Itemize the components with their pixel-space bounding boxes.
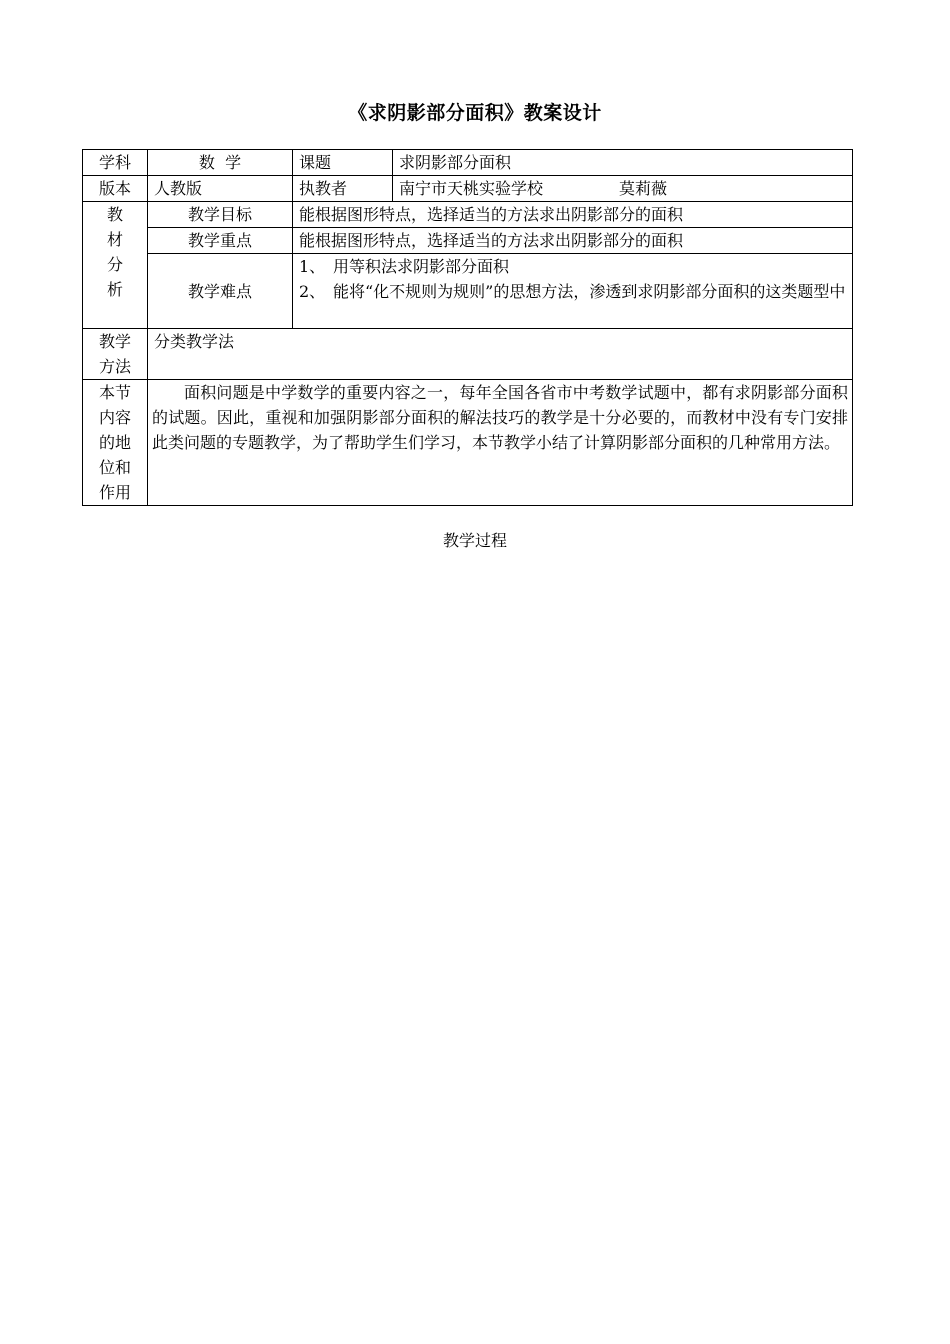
teacher-value (393, 176, 853, 202)
table-row-difficulty (83, 254, 853, 329)
table-row-role (83, 380, 853, 506)
difficulty-label: 教学难点 (148, 254, 293, 329)
topic-label: 课题 (293, 150, 393, 176)
role-value: 面积问题是中学数学的重要内容之一，每年全国各省市中考数学试题中，都有求阴影部分面积的试题。因此，重视和加强阴影部分面积的解法技巧的教学是十分必要的，而教材中没有专门安排此类问题的专题教学，为了帮助学生们学习，本节教学小结了计算阴影部分面积的几种常用方法。 (148, 380, 853, 506)
teacher-name: 莫莉薇 (619, 179, 668, 198)
table-row-edition (83, 176, 853, 202)
table-row-method (83, 329, 853, 380)
teacher-label: 执教者 (293, 176, 393, 202)
goal-value: 能根据图形特点，选择适当的方法求出阴影部分的面积 (293, 202, 853, 228)
focus-value: 能根据图形特点，选择适当的方法求出阴影部分的面积 (293, 228, 853, 254)
lesson-plan-table (82, 149, 853, 506)
school-name: 南宁市天桃实验学校 (399, 179, 544, 198)
focus-label: 教学重点 (148, 228, 293, 254)
difficulty-value (293, 254, 853, 329)
document-title: 《求阴影部分面积》教案设计 (348, 102, 602, 124)
method-label: 教学 方法 (83, 329, 148, 380)
edition-label: 版本 (83, 176, 148, 202)
table-row-focus (83, 228, 853, 254)
section-title-process: 教学过程 (442, 531, 507, 550)
subject-value: 数 学 (148, 150, 293, 176)
list-item: 1、 用等积法求阴影部分面积 (299, 257, 510, 276)
edition-value: 人教版 (148, 176, 293, 202)
list-item: 2、 能将“化不规则为规则”的思想方法，渗透到求阴影部分面积的这类题型中 (299, 282, 846, 301)
topic-value: 求阴影部分面积 (393, 150, 853, 176)
table-row-subject (83, 150, 853, 176)
method-value: 分类教学法 (148, 329, 853, 380)
analysis-label: 教 材 分 析 (83, 202, 148, 329)
goal-label: 教学目标 (148, 202, 293, 228)
subject-label: 学科 (83, 150, 148, 176)
table-row-goal (83, 202, 853, 228)
role-label: 本节 内容 的地 位和 作用 (83, 380, 148, 506)
